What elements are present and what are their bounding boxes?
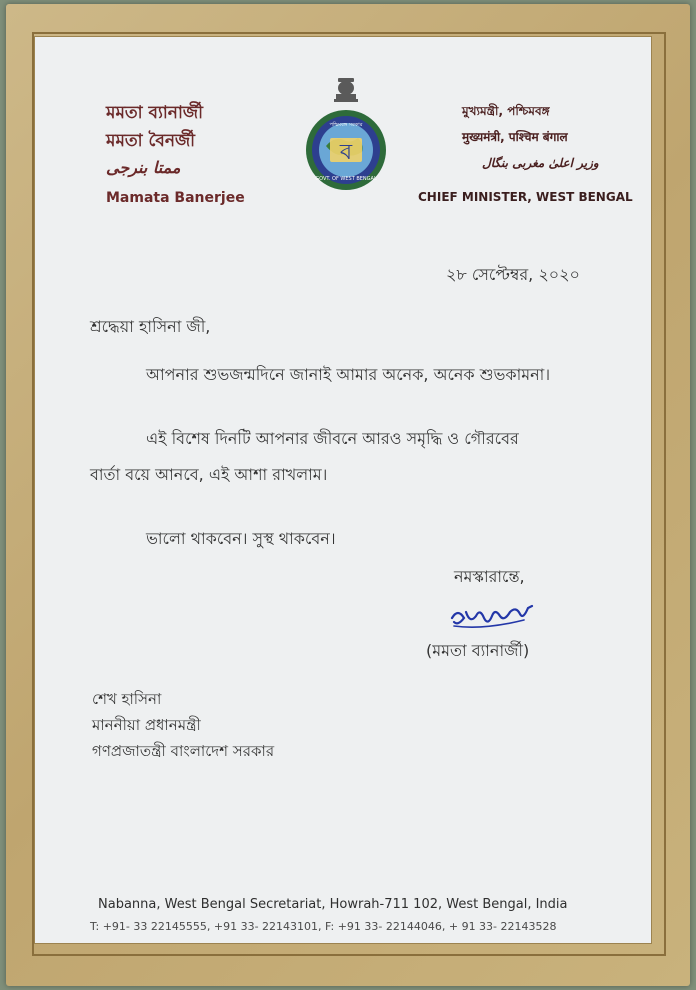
name-english: Mamata Banerjee — [106, 190, 245, 206]
closing: নমস্কারান্তে, — [454, 567, 525, 586]
footer-phones: T: +91- 33 22145555, +91 33- 22143101, F: +91 33- 22144046, + 91 33- 22143528 — [90, 920, 557, 933]
recipient-name: শেখ হাসিনা — [92, 690, 162, 708]
title-bengali: মুখ্যমন্ত্রী, পশ্চিমবঙ্গ — [462, 104, 550, 118]
handwritten-signature-icon — [448, 604, 540, 632]
paragraph-2-line-2: বার্তা বয়ে আনবে, এই আশা রাখলাম। — [90, 465, 328, 484]
west-bengal-emblem-icon — [294, 76, 398, 192]
salutation: শ্রদ্ধেয়া হাসিনা জী, — [90, 317, 211, 336]
paragraph-2-line-1: এই বিশেষ দিনটি আপনার জীবনে আরও সমৃদ্ধি ও গৌরবের — [146, 429, 519, 448]
recipient-title: মাননীয়া প্রধানমন্ত্রী — [92, 716, 201, 734]
title-english: CHIEF MINISTER, WEST BENGAL — [418, 190, 633, 204]
name-bengali-1: মমতা ব্যানার্জী — [106, 103, 203, 123]
paragraph-3: ভালো থাকবেন। সুস্থ থাকবেন। — [146, 529, 336, 548]
footer-address: Nabanna, West Bengal Secretariat, Howrah-711 102, West Bengal, India — [98, 897, 568, 912]
svg-text:পশ্চিমবঙ্গ সরকার: পশ্চিমবঙ্গ সরকার — [329, 122, 363, 128]
signature-name: (মমতা ব্যানার্জী) — [426, 641, 530, 660]
letter-date: ২৮ সেপ্টেম্বর, ২০২০ — [446, 265, 580, 284]
title-hindi: मुख्यमंत्री, पश्चिम बंगाल — [462, 130, 568, 144]
recipient-government: গণপ্রজাতন্ত্রী বাংলাদেশ সরকার — [92, 742, 275, 760]
svg-text:ব: ব — [339, 140, 353, 165]
svg-text:GOVT. OF WEST BENGAL: GOVT. OF WEST BENGAL — [315, 176, 377, 182]
name-bengali-2: মমতা বৈনর্জী — [106, 131, 196, 151]
name-urdu: ممتا بنرجی — [106, 158, 181, 177]
title-urdu: وزیر اعلیٰ مغربی بنگال — [482, 156, 599, 170]
paragraph-1: আপনার শুভজন্মদিনে জানাই আমার অনেক, অনেক শুভকামনা। — [146, 365, 551, 384]
